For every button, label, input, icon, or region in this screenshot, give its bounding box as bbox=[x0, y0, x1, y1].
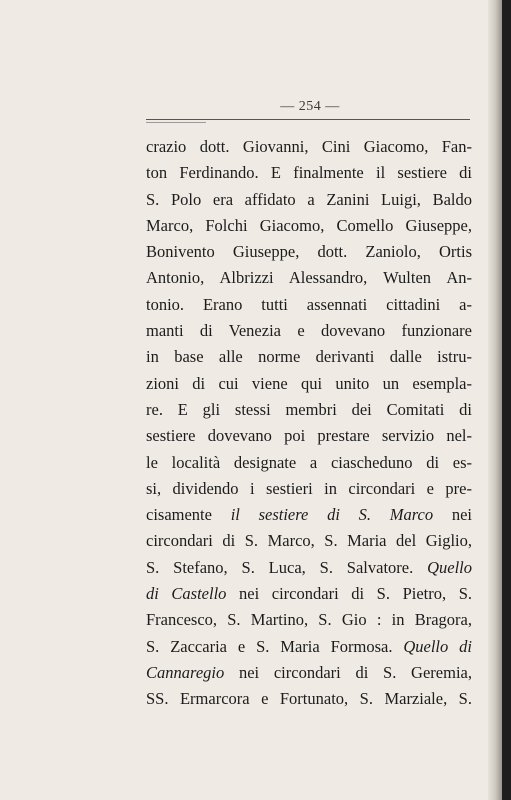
text-line bbox=[146, 187, 472, 213]
text-line bbox=[146, 239, 472, 265]
text-segment: cisamente bbox=[146, 505, 231, 525]
text-segment: manti di Venezia e dovevano funzionare bbox=[146, 321, 472, 341]
text-line bbox=[146, 292, 472, 318]
text-line bbox=[146, 607, 472, 633]
text-segment: nei circondari di S. Geremia, bbox=[224, 662, 472, 682]
page-edge-shadow bbox=[488, 0, 502, 800]
text-line bbox=[146, 265, 472, 291]
text-segment: tonio. Erano tutti assennati cittadini a- bbox=[146, 294, 472, 314]
text-segment: in base alle norme derivanti dalle istru- bbox=[146, 347, 472, 367]
italic-text: Cannaregio bbox=[146, 662, 225, 682]
text-segment: crazio dott. Giovanni, Cini Giacomo, Fan- bbox=[146, 137, 472, 156]
text-segment: Marco, Folchi Giacomo, Comello Giuseppe, bbox=[146, 215, 472, 235]
text-line bbox=[146, 476, 472, 502]
text-segment: Francesco, S. Martino, S. Gio : in Bragora, bbox=[146, 610, 472, 630]
text-segment: Antonio, Albrizzi Alessandro, Wulten An- bbox=[146, 268, 472, 288]
text-segment: SS. Ermarcora e Fortunato, S. Marziale, S. bbox=[146, 689, 472, 709]
book-edge bbox=[502, 0, 511, 800]
text-segment: le località designate a ciascheduno di es- bbox=[146, 452, 472, 472]
text-line bbox=[146, 450, 472, 476]
text-segment: zioni di cui viene qui unito un esempla- bbox=[146, 373, 472, 393]
text-segment: nei bbox=[433, 505, 472, 525]
text-segment: ton Ferdinando. E finalmente il sestiere di bbox=[146, 163, 472, 183]
text-line bbox=[146, 555, 472, 581]
text-line bbox=[146, 318, 472, 344]
text-line bbox=[146, 581, 472, 607]
text-segment: S. Stefano, S. Luca, S. Salvatore. bbox=[146, 557, 428, 577]
text-segment: re. E gli stessi membri dei Comitati di bbox=[146, 399, 472, 419]
text-line bbox=[146, 502, 472, 528]
text-line bbox=[146, 160, 472, 186]
text-segment: S. Zaccaria e S. Maria Formosa. bbox=[146, 636, 404, 656]
page-number: — 254 — bbox=[280, 99, 340, 114]
text-line bbox=[146, 660, 472, 686]
text-line bbox=[146, 371, 472, 397]
text-segment: sestiere dovevano poi prestare servizio nel- bbox=[146, 426, 472, 446]
italic-text: il sestiere di S. Marco bbox=[230, 505, 434, 525]
header-rule-accent bbox=[146, 122, 206, 123]
text-line bbox=[146, 344, 472, 370]
text-line bbox=[146, 686, 472, 712]
italic-text: di Castello bbox=[146, 584, 227, 604]
text-line bbox=[146, 634, 472, 660]
text-segment: nei circondari di S. Pietro, S. bbox=[226, 584, 472, 604]
text-segment: si, dividendo i sestieri in circondari e pre- bbox=[146, 478, 472, 498]
text-line bbox=[146, 397, 472, 423]
text-segment: S. Polo era affidato a Zanini Luigi, Baldo bbox=[146, 189, 472, 209]
text-segment: circondari di S. Marco, S. Maria del Giglio, bbox=[146, 531, 472, 551]
text-line bbox=[146, 134, 472, 160]
italic-text: Quello di bbox=[403, 636, 472, 656]
text-line bbox=[146, 528, 472, 554]
text-segment: Bonivento Giuseppe, dott. Zaniolo, Ortis bbox=[146, 242, 472, 262]
body-text bbox=[146, 134, 472, 713]
header-rule bbox=[146, 119, 470, 120]
text-line bbox=[146, 423, 472, 449]
text-line bbox=[146, 213, 472, 239]
italic-text: Quello bbox=[427, 557, 472, 577]
